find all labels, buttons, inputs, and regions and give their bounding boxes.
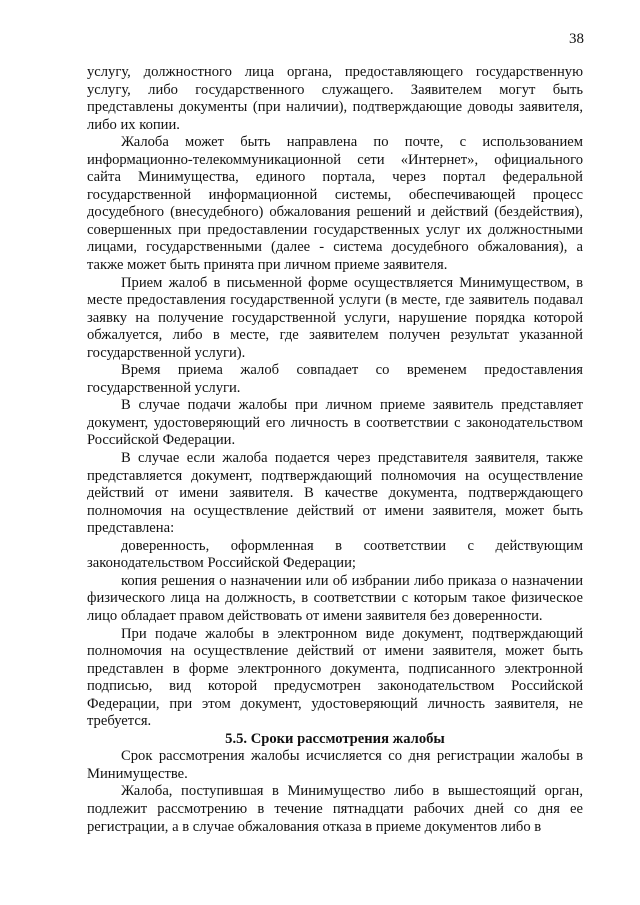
page-number: 38 [569,31,584,47]
section-heading: 5.5. Сроки рассмотрения жалобы [225,730,445,747]
paragraph-fifteen-days: Жалоба, поступившая в Минимущество либо в вышестоящий орган, подлежит рассмотрению в течение пятнадцати рабочих дней со дня ее регистрации, а в случае обжалования отказа в приеме документов либо в [87,783,583,835]
paragraph-personal-reception: В случае подачи жалобы при личном приеме заявитель представляет документ, удостоверяющий его личность в соответствии с законодательством Российской Федерации. [87,397,583,449]
paragraph-written-reception: Прием жалоб в письменной форме осуществляется Минимуществом, в месте предоставления государственной услуги (в месте, где заявитель подавал заявку на получение государственной услуги, нарушение порядка которой обжалуется, либо в месте, где заявителем получен результат указанной государственной услуги). [87,274,583,361]
paragraph-submission-channels: Жалоба может быть направлена по почте, с использованием информационно-телекоммуникационной сети «Интернет», официального сайта Минимущества, единого портала, через портал федеральной государственной информационной системы, обеспечивающей процесс досудебного (внесудебного) обжалования решений и действий (бездействия), совершенных при предоставлении государственных услуг их должностными лицами, государственными (далее - система досудебного обжалования), а также может быть принята при личном приеме заявителя. [87,134,583,274]
paragraph-term-calculation: Срок рассмотрения жалобы исчисляется со дня регистрации жалобы в Минимуществе. [87,748,583,782]
paragraph-power-of-attorney: доверенность, оформленная в соответствии с действующим законодательством Российской Федерации; [87,537,583,572]
paragraph-reception-time: Время приема жалоб совпадает со временем предоставления государственной услуги. [87,362,583,396]
paragraph-electronic: При подаче жалобы в электронном виде документ, подтверждающий полномочия на осуществление действий от имени заявителя, может быть представлен в форме электронного документа, подписанного электронной подписью, вид которой предусмотрен законодательством Российской Федерации, при этом документ, удостоверяющий личность заявителя, не требуется. [87,625,583,730]
paragraph-appointment-copy: копия решения о назначении или об избрании либо приказа о назначении физического лица на должность, в соответствии с которым такое физическое лицо обладает правом действовать от имени заявителя без доверенности. [87,572,583,624]
paragraph-representative: В случае если жалоба подается через представителя заявителя, также представляется документ, подтверждающий полномочия на осуществление действий от имени заявителя. В качестве документа, подтверждающего полномочия на осуществление действий от имени заявителя, может быть представлена: [87,450,583,537]
document-body [87,64,583,836]
paragraph-continuation: услугу, должностного лица органа, предоставляющего государственную услугу, либо государственного служащего. Заявителем могут быть представлены документы (при наличии), подтверждающие доводы заявителя, либо их копии. [87,64,583,133]
